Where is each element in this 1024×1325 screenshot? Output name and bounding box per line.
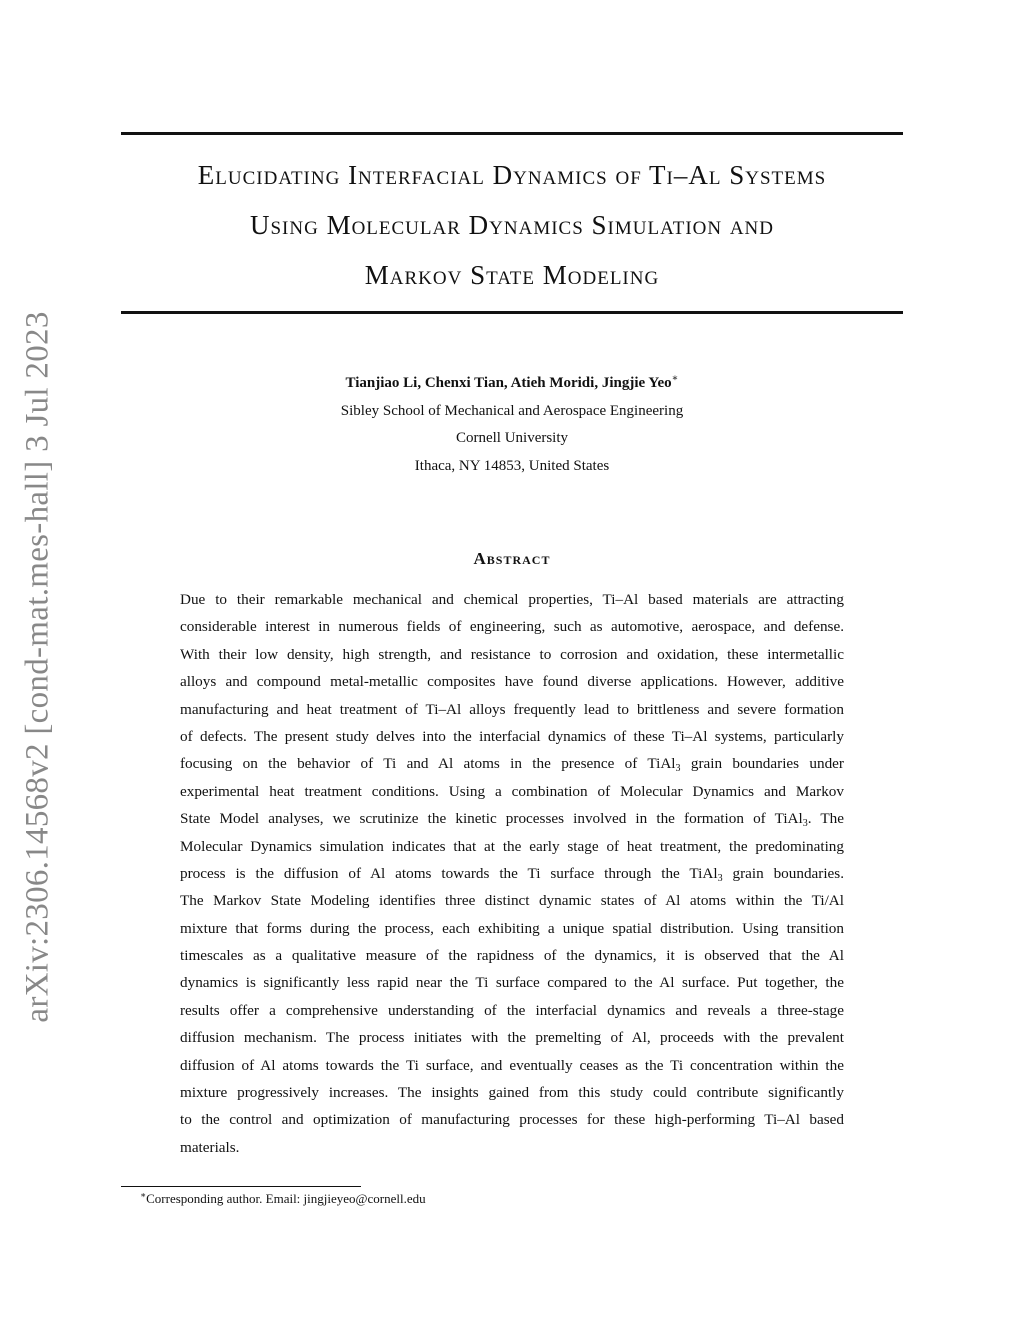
abstract-line: Due to their remarkable mechanical and chemical properties, Ti–Al based materials are attracting	[180, 591, 844, 608]
author-names-line	[121, 370, 903, 398]
abstract-line: mixture progressively increases. The insights gained from this study could contribute significantly	[180, 1084, 844, 1102]
abstract-line	[180, 750, 844, 777]
abstract-line-text: State Model analyses, we scrutinize the kinetic processes involved in the formation of TiAl	[180, 810, 803, 828]
abstract-heading: Abstract	[473, 549, 551, 568]
subscript: 3	[675, 763, 681, 775]
abstract-line: diffusion mechanism. The process initiates with the premelting of Al, proceeds with the prevalent	[180, 1029, 844, 1047]
corresponding-author-mark: ∗	[671, 373, 679, 384]
abstract-line: considerable interest in numerous fields of engineering, such as automotive, aerospace, and defense.	[180, 618, 844, 636]
abstract-line: of defects. The present study delves into the interfacial dynamics of these Ti–Al systems, particularly	[180, 727, 844, 745]
title-line-2: Using Molecular Dynamics Simulation and	[249, 210, 774, 240]
affiliation-university: Cornell University	[455, 430, 569, 446]
footnote-text: Corresponding author. Email: jingjieyeo@cornell.edu	[146, 1191, 426, 1206]
abstract-line: Molecular Dynamics simulation indicates that at the early stage of heat treatment, the predominating	[180, 837, 844, 855]
abstract-line: materials.	[180, 1138, 240, 1156]
affiliation-department: Sibley School of Mechanical and Aerospace Engineering	[340, 402, 684, 419]
abstract-line: mixture that forms during the process, each exhibiting a unique spatial distribution. Using transition	[180, 919, 844, 937]
abstract-line: experimental heat treatment conditions. Using a combination of Molecular Dynamics and Markov	[180, 782, 844, 800]
footnote-rule	[121, 1186, 361, 1187]
subscript: 3	[717, 872, 723, 884]
title-line-3: Markov State Modeling	[364, 260, 660, 290]
abstract-line-text: process is the diffusion of Al atoms towards the Ti surface through the TiAl	[180, 864, 718, 882]
abstract-line: The Markov State Modeling identifies three distinct dynamic states of Al atoms within the Ti/Al	[180, 892, 844, 910]
abstract-line: alloys and compound metal-metallic composites have found diverse applications. However, additive	[180, 673, 844, 691]
abstract-line: results offer a comprehensive understanding of the interfacial dynamics and reveals a three-stage	[180, 1001, 844, 1019]
title-bottom-rule	[121, 311, 903, 314]
abstract-line-text: grain boundaries.	[722, 864, 845, 882]
abstract-line-text: . The	[807, 810, 844, 828]
abstract-body	[180, 586, 844, 1161]
abstract-line: diffusion of Al atoms towards the Ti surface, and eventually ceases as the Ti concentration within the	[180, 1056, 844, 1074]
abstract-line-text: focusing on the behavior of Ti and Al atoms in the presence of TiAl	[180, 755, 676, 773]
arxiv-side-identifier: arXiv:2306.14568v2 [cond-mat.mes-hall] 3 Jul 2023	[19, 311, 56, 1023]
subscript: 3	[802, 818, 808, 830]
affiliation-address: Ithaca, NY 14853, United States	[414, 457, 610, 474]
abstract-line: timescales as a qualitative measure of the rapidness of the dynamics, it is observed that the Al	[180, 947, 844, 965]
abstract-line: to the control and optimization of manufacturing processes for these high-performing Ti–Al based	[180, 1111, 844, 1129]
paper-title	[121, 150, 903, 300]
author-block	[121, 370, 903, 480]
footnote	[140, 1191, 426, 1207]
abstract-line: With their low density, high strength, and resistance to corrosion and oxidation, these intermetallic	[180, 645, 844, 663]
abstract-line: dynamics is significantly less rapid near the Ti surface compared to the Al surface. Put together, the	[180, 974, 844, 992]
footnote-mark: ∗	[140, 1190, 147, 1200]
abstract-line-text: grain boundaries under	[680, 755, 844, 773]
author-names: Tianjiao Li, Chenxi Tian, Atieh Moridi, Jingjie Yeo	[345, 375, 672, 391]
abstract-line	[180, 860, 844, 887]
abstract-line	[180, 805, 844, 832]
abstract-line: manufacturing and heat treatment of Ti–Al alloys frequently lead to brittleness and severe formation	[180, 700, 844, 718]
title-top-rule	[121, 132, 903, 135]
title-line-1: Elucidating Interfacial Dynamics of Ti–Al Systems	[197, 160, 827, 190]
